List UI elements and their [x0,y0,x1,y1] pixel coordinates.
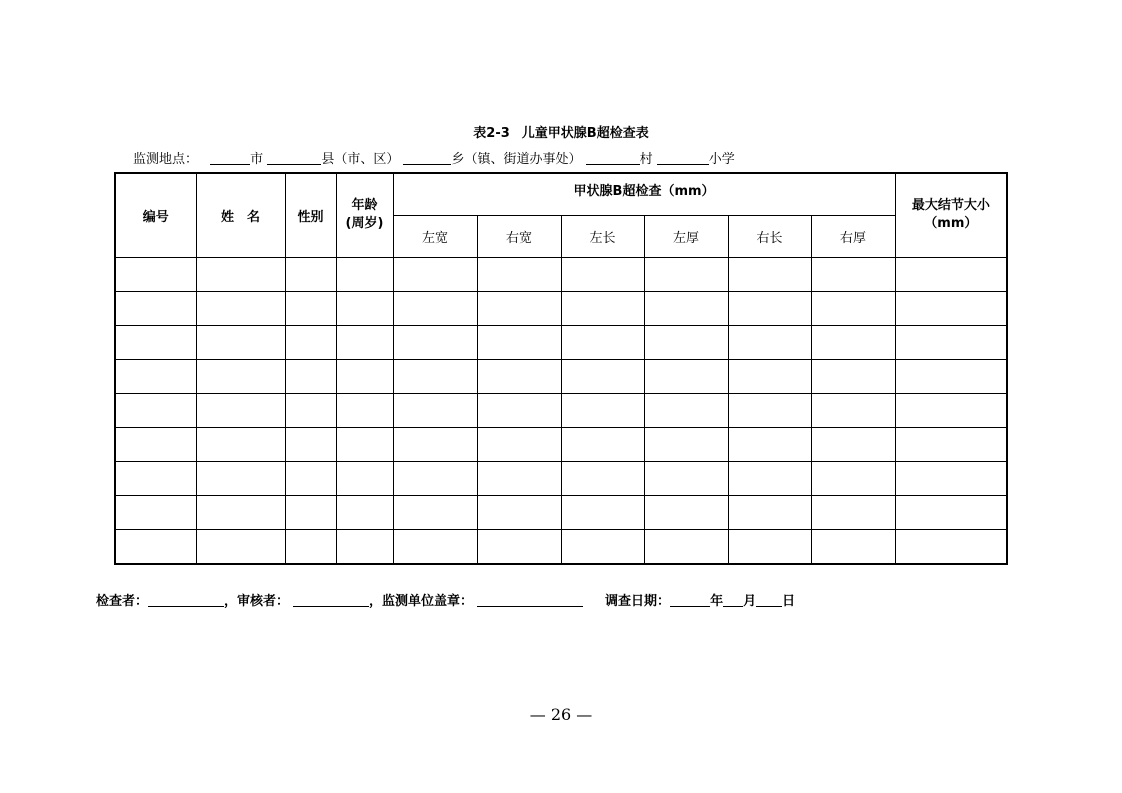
table-cell[interactable] [644,529,728,564]
table-cell[interactable] [644,495,728,529]
table-cell[interactable] [561,393,644,427]
county-label: 县（市、区） [321,152,400,167]
inspector-label: 检查者： [96,594,149,609]
table-row [115,495,1007,529]
table-cell[interactable] [115,257,196,291]
table-cell[interactable] [895,359,1007,393]
table-cell[interactable] [115,427,196,461]
header-age-line1: 年龄 [351,198,378,214]
table-cell[interactable] [196,359,285,393]
table-cell[interactable] [811,257,895,291]
table-cell[interactable] [561,325,644,359]
village-blank[interactable] [586,152,640,165]
table-cell[interactable] [728,291,811,325]
year-label: 年 [710,594,724,609]
page-number: — 26 — [529,705,593,724]
table-cell[interactable] [728,359,811,393]
table-cell[interactable] [728,427,811,461]
table-cell[interactable] [811,495,895,529]
header-id: 编号 [115,173,196,257]
table-number: 表2-3 [473,126,510,141]
table-cell[interactable] [561,461,644,495]
table-cell[interactable] [895,461,1007,495]
header-max-nodule-line1: 最大结节大小 [911,198,990,214]
table-cell[interactable] [477,461,561,495]
table-cell[interactable] [336,359,393,393]
table-cell[interactable] [477,529,561,564]
table-cell[interactable] [393,393,477,427]
table-cell[interactable] [115,495,196,529]
table-cell[interactable] [561,427,644,461]
table-cell[interactable] [644,291,728,325]
city-label: 市 [250,152,264,167]
table-cell[interactable] [644,393,728,427]
subheader-0: 左宽 [393,215,477,257]
table-cell[interactable] [115,461,196,495]
table-cell[interactable] [728,495,811,529]
subheader-3: 左厚 [644,215,728,257]
table-cell[interactable] [644,427,728,461]
table-title-text: 儿童甲状腺B超检查表 [521,126,649,141]
table-cell[interactable] [895,393,1007,427]
header-age-line2: (周岁) [345,216,384,232]
table-cell[interactable] [115,325,196,359]
header-max-nodule-line2: （mm） [924,216,978,232]
table-cell[interactable] [285,291,336,325]
table-cell[interactable] [895,257,1007,291]
ultrasound-table [114,172,1008,565]
table-cell[interactable] [285,461,336,495]
subheader-5: 右厚 [811,215,895,257]
table-cell[interactable] [477,291,561,325]
table-row [115,461,1007,495]
table-row [115,529,1007,564]
monitoring-unit-label: ，监测单位盖章： [369,594,474,609]
table-row [115,257,1007,291]
table-cell[interactable] [196,291,285,325]
table-cell[interactable] [728,325,811,359]
table-cell[interactable] [196,427,285,461]
city-blank[interactable] [210,152,250,165]
month-label: 月 [743,594,757,609]
table-cell[interactable] [285,495,336,529]
table-cell[interactable] [336,427,393,461]
table-cell[interactable] [561,257,644,291]
location-label: 监测地点： [133,152,199,167]
table-cell[interactable] [336,393,393,427]
subheader-1: 右宽 [477,215,561,257]
table-cell[interactable] [196,325,285,359]
table-row [115,427,1007,461]
table-cell[interactable] [393,257,477,291]
table-cell[interactable] [811,291,895,325]
table-cell[interactable] [196,495,285,529]
table-cell[interactable] [285,393,336,427]
table-cell[interactable] [393,495,477,529]
table-cell[interactable] [196,257,285,291]
header-sex: 性别 [285,173,336,257]
table-cell[interactable] [393,291,477,325]
table-row [115,393,1007,427]
day-blank[interactable] [756,594,782,607]
table-cell[interactable] [644,461,728,495]
table-cell[interactable] [895,291,1007,325]
table-cell[interactable] [644,325,728,359]
table-cell[interactable] [196,393,285,427]
table-cell[interactable] [728,529,811,564]
header-max-nodule [895,173,1007,257]
table-cell[interactable] [393,427,477,461]
reviewer-blank[interactable] [293,594,369,607]
subheader-2: 左长 [561,215,644,257]
table-cell[interactable] [285,427,336,461]
table-cell[interactable] [393,325,477,359]
table-cell[interactable] [477,325,561,359]
school-blank[interactable] [657,152,709,165]
table-cell[interactable] [477,257,561,291]
monitoring-location-line [133,148,735,167]
table-cell[interactable] [811,529,895,564]
village-label: 村 [639,152,653,167]
inspector-blank[interactable] [148,594,224,607]
table-cell[interactable] [115,393,196,427]
table-title [0,122,1122,141]
table-cell[interactable] [644,257,728,291]
reviewer-label: ，审核者： [224,594,290,609]
table-cell[interactable] [336,461,393,495]
table-row [115,359,1007,393]
table-cell[interactable] [895,427,1007,461]
township-label: 乡（镇、街道办事处） [451,152,582,167]
table-cell[interactable] [393,461,477,495]
table-cell[interactable] [561,529,644,564]
table-cell[interactable] [115,359,196,393]
table-cell[interactable] [285,529,336,564]
table-cell[interactable] [728,393,811,427]
table-cell[interactable] [728,461,811,495]
year-blank[interactable] [670,594,710,607]
table-cell[interactable] [285,257,336,291]
table-cell[interactable] [811,325,895,359]
table-cell[interactable] [811,359,895,393]
table-cell[interactable] [561,359,644,393]
school-label: 小学 [708,152,735,167]
header-name: 姓 名 [196,173,285,257]
table-cell[interactable] [895,325,1007,359]
table-cell[interactable] [728,257,811,291]
table-cell[interactable] [895,495,1007,529]
table-cell[interactable] [393,359,477,393]
table-cell[interactable] [285,325,336,359]
table-row [115,325,1007,359]
township-blank[interactable] [403,152,451,165]
subheader-4: 右长 [728,215,811,257]
header-ultrasound-group: 甲状腺B超检查（mm） [393,173,895,215]
month-blank[interactable] [723,594,743,607]
table-cell[interactable] [895,529,1007,564]
table-cell[interactable] [336,325,393,359]
table-cell[interactable] [644,359,728,393]
monitoring-unit-blank[interactable] [477,594,583,607]
table-cell[interactable] [393,529,477,564]
table-cell[interactable] [477,495,561,529]
table-cell[interactable] [477,427,561,461]
table-cell[interactable] [477,393,561,427]
table-cell[interactable] [561,291,644,325]
table-cell[interactable] [196,461,285,495]
table-cell[interactable] [811,393,895,427]
table-cell[interactable] [811,461,895,495]
survey-date-label: 调查日期： [605,594,671,609]
table-cell[interactable] [196,529,285,564]
table-cell[interactable] [336,291,393,325]
table-cell[interactable] [336,257,393,291]
table-cell[interactable] [336,529,393,564]
table-cell[interactable] [811,427,895,461]
table-cell[interactable] [115,529,196,564]
day-label: 日 [782,594,796,609]
table-cell[interactable] [115,291,196,325]
table-row [115,291,1007,325]
table-cell[interactable] [285,359,336,393]
header-age [336,173,393,257]
table-cell[interactable] [561,495,644,529]
county-blank[interactable] [267,152,321,165]
table-cell[interactable] [477,359,561,393]
signature-footer [96,590,795,609]
table-cell[interactable] [336,495,393,529]
